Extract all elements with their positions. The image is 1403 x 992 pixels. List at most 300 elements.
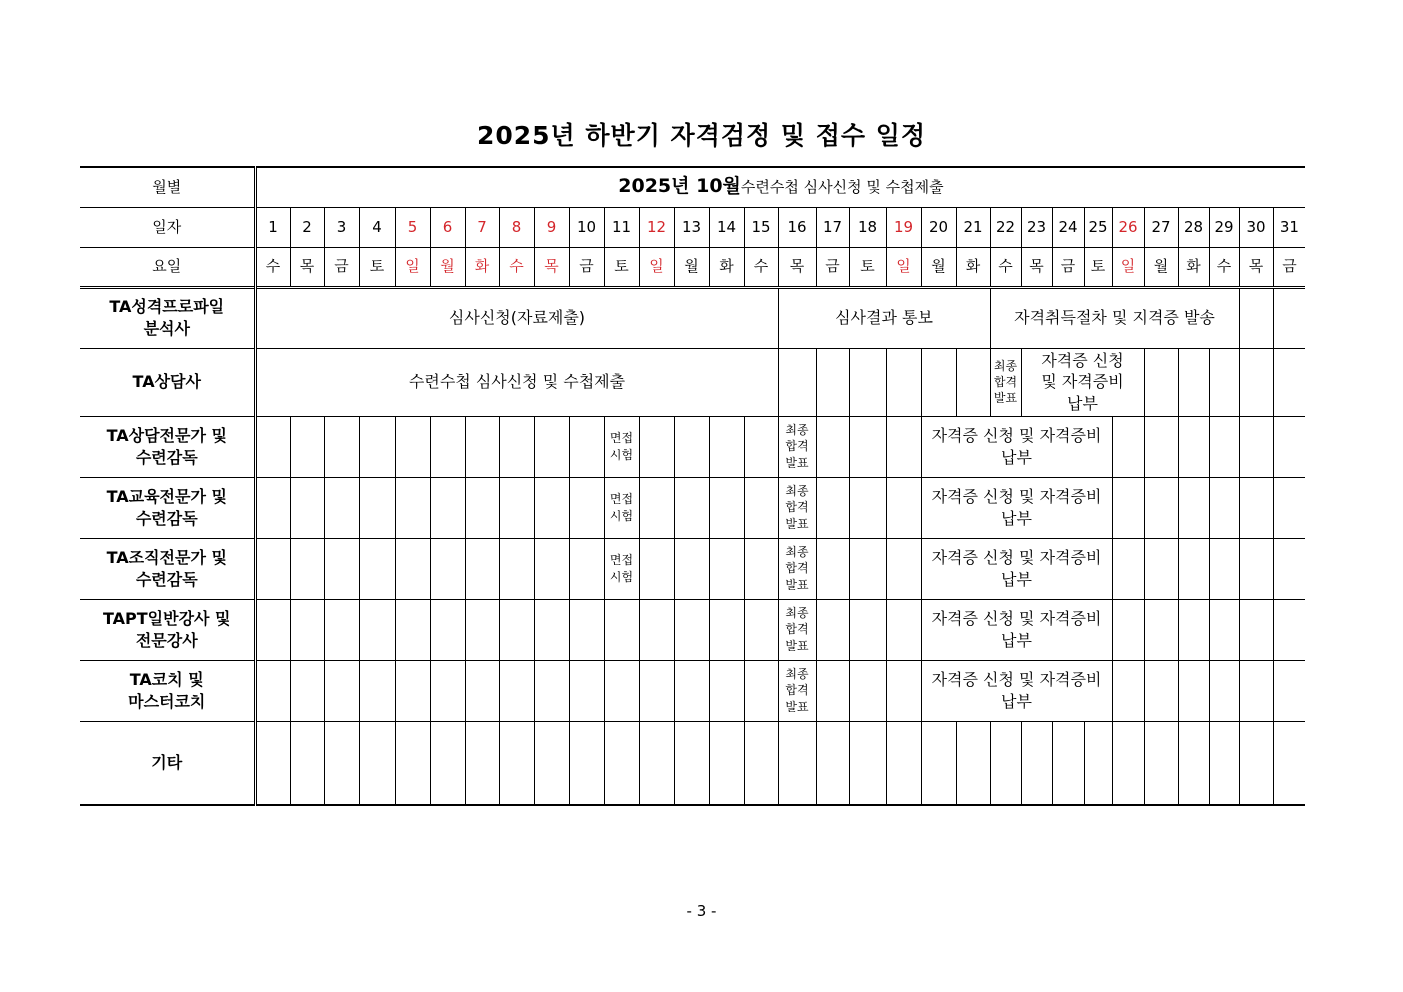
weekday: 화: [465, 247, 499, 287]
final-text: 최종: [785, 423, 809, 438]
row-label-line: TAPT일반강사 및: [102, 608, 231, 628]
empty-cell: [1209, 477, 1239, 538]
empty-cell: [816, 660, 849, 721]
empty-cell: [324, 477, 359, 538]
empty-cell: [499, 416, 534, 477]
final-text: 합격: [785, 500, 809, 515]
empty-cell: [534, 660, 569, 721]
empty-cell: [569, 538, 604, 599]
empty-cell: [569, 599, 604, 660]
day-number: 15: [744, 207, 778, 247]
weekday: 수: [1209, 247, 1239, 287]
final-text: 발표: [785, 699, 809, 714]
empty-cell: [886, 538, 921, 599]
certificate-application: [1021, 348, 1144, 416]
month-row: [80, 167, 1305, 207]
final-text: 최종: [785, 545, 809, 560]
final-announcement: [778, 477, 816, 538]
empty-cell: [816, 721, 849, 805]
empty-cell: [1178, 416, 1209, 477]
empty-cell: [1209, 660, 1239, 721]
row-label: [80, 660, 255, 721]
empty-cell: [534, 416, 569, 477]
empty-cell: [1021, 721, 1052, 805]
row-label-line: 수련감독: [135, 508, 198, 528]
interview-text: 면접: [609, 492, 634, 507]
row-label-line: TA상담전문가 및: [106, 425, 227, 445]
row-label: [80, 599, 255, 660]
day-number: 20: [921, 207, 956, 247]
empty-cell: [674, 599, 709, 660]
empty-cell: [778, 348, 816, 416]
row-label-line: 마스터코치: [128, 691, 206, 711]
empty-cell: [886, 477, 921, 538]
row-org-expert: [80, 538, 1305, 599]
empty-cell: [849, 599, 886, 660]
empty-cell: [674, 538, 709, 599]
empty-cell: [639, 477, 674, 538]
empty-cell: [849, 721, 886, 805]
final-text: 최종: [785, 606, 809, 621]
empty-cell: [534, 477, 569, 538]
empty-cell: [1239, 477, 1273, 538]
empty-cell: [255, 538, 290, 599]
empty-cell: [886, 660, 921, 721]
empty-cell: [569, 660, 604, 721]
empty-cell: [1239, 416, 1273, 477]
empty-cell: [1239, 348, 1273, 416]
empty-cell: [1239, 538, 1273, 599]
day-number: 8: [499, 207, 534, 247]
month-header: [255, 167, 1305, 207]
empty-cell: [359, 477, 395, 538]
weekday: 일: [395, 247, 430, 287]
empty-cell: [359, 538, 395, 599]
day-number: 18: [849, 207, 886, 247]
empty-cell: [1144, 477, 1178, 538]
empty-cell: [816, 348, 849, 416]
cert-text: 납부: [1001, 630, 1032, 650]
empty-cell: [604, 599, 639, 660]
empty-cell: [290, 721, 324, 805]
weekday: 수: [255, 247, 290, 287]
weekday: 토: [359, 247, 395, 287]
empty-cell: [499, 660, 534, 721]
weekday: 수: [744, 247, 778, 287]
final-text: 최종: [993, 358, 1018, 373]
empty-cell: [744, 538, 778, 599]
row-counselor: [80, 348, 1305, 416]
day-number: 24: [1052, 207, 1084, 247]
empty-cell: [569, 477, 604, 538]
month-note: 수련수첩 심사신청 및 수첩제출: [740, 178, 944, 197]
empty-cell: [1144, 599, 1178, 660]
empty-cell: [255, 416, 290, 477]
cert-text: 납부: [1067, 393, 1098, 413]
empty-cell: [639, 599, 674, 660]
empty-cell: [324, 538, 359, 599]
empty-cell: [290, 599, 324, 660]
empty-cell: [956, 348, 990, 416]
empty-cell: [465, 721, 499, 805]
row-tapt: [80, 599, 1305, 660]
empty-cell: [886, 599, 921, 660]
day-number: 1: [255, 207, 290, 247]
empty-cell: [1273, 287, 1305, 348]
row-other: [80, 721, 1305, 805]
interview-text: 시험: [609, 569, 634, 584]
empty-cell: [921, 348, 956, 416]
day-number: 31: [1273, 207, 1305, 247]
day-number: 10: [569, 207, 604, 247]
final-text: 합격: [785, 439, 809, 454]
weekday: 금: [816, 247, 849, 287]
empty-cell: [1273, 599, 1305, 660]
empty-cell: [395, 416, 430, 477]
empty-cell: [639, 660, 674, 721]
empty-cell: [395, 721, 430, 805]
empty-cell: [639, 416, 674, 477]
final-text: 최종: [785, 667, 809, 682]
day-row: [80, 207, 1305, 247]
empty-cell: [255, 721, 290, 805]
day-label: 일자: [80, 207, 255, 247]
weekday: 화: [709, 247, 744, 287]
final-text: 발표: [785, 577, 809, 592]
empty-cell: [430, 599, 465, 660]
day-number: 11: [604, 207, 639, 247]
weekday: 월: [1144, 247, 1178, 287]
day-number: 6: [430, 207, 465, 247]
empty-cell: [1144, 416, 1178, 477]
empty-cell: [744, 599, 778, 660]
empty-cell: [709, 416, 744, 477]
empty-cell: [569, 721, 604, 805]
empty-cell: [886, 348, 921, 416]
empty-cell: [1112, 477, 1144, 538]
span-review-application: 심사신청(자료제출): [255, 287, 778, 348]
cert-text: 자격증 신청 및 자격증비: [931, 547, 1102, 567]
day-number: 9: [534, 207, 569, 247]
certificate-application: [921, 477, 1112, 538]
empty-cell: [956, 721, 990, 805]
final-announcement: [778, 538, 816, 599]
empty-cell: [921, 721, 956, 805]
day-number: 5: [395, 207, 430, 247]
cert-text: 납부: [1001, 569, 1032, 589]
row-label-line: 분석사: [143, 319, 190, 338]
empty-cell: [604, 721, 639, 805]
weekday: 토: [849, 247, 886, 287]
day-number: 21: [956, 207, 990, 247]
row-label-other: 기타: [80, 721, 255, 805]
empty-cell: [499, 477, 534, 538]
cert-text: 및 자격증비: [1041, 372, 1124, 392]
weekday: 화: [956, 247, 990, 287]
row-profile: [80, 287, 1305, 348]
empty-cell: [1239, 599, 1273, 660]
empty-cell: [359, 416, 395, 477]
empty-cell: [430, 477, 465, 538]
empty-cell: [359, 721, 395, 805]
schedule-table: [80, 166, 1305, 806]
day-number: 12: [639, 207, 674, 247]
empty-cell: [1112, 416, 1144, 477]
row-coach: [80, 660, 1305, 721]
empty-cell: [1144, 538, 1178, 599]
empty-cell: [674, 416, 709, 477]
empty-cell: [1178, 721, 1209, 805]
day-number: 27: [1144, 207, 1178, 247]
day-number: 17: [816, 207, 849, 247]
row-label-line: TA교육전문가 및: [106, 486, 227, 506]
cert-text: 자격증 신청 및 자격증비: [931, 425, 1102, 445]
empty-cell: [1209, 348, 1239, 416]
empty-cell: [709, 660, 744, 721]
empty-cell: [499, 599, 534, 660]
empty-cell: [395, 538, 430, 599]
certificate-application: [921, 416, 1112, 477]
empty-cell: [744, 477, 778, 538]
weekday: 수: [499, 247, 534, 287]
weekday-row: [80, 247, 1305, 287]
empty-cell: [1112, 599, 1144, 660]
empty-cell: [255, 599, 290, 660]
empty-cell: [395, 660, 430, 721]
cert-text: 자격증 신청 및 자격증비: [931, 486, 1102, 506]
weekday: 금: [324, 247, 359, 287]
final-text: 합격: [993, 374, 1018, 389]
empty-cell: [849, 477, 886, 538]
day-number: 4: [359, 207, 395, 247]
empty-cell: [1052, 721, 1084, 805]
weekday: 목: [1021, 247, 1052, 287]
day-number: 7: [465, 207, 499, 247]
empty-cell: [1112, 660, 1144, 721]
empty-cell: [324, 416, 359, 477]
empty-cell: [255, 477, 290, 538]
empty-cell: [1112, 538, 1144, 599]
empty-cell: [430, 721, 465, 805]
weekday: 토: [1084, 247, 1112, 287]
empty-cell: [886, 721, 921, 805]
weekday: 목: [534, 247, 569, 287]
empty-cell: [709, 538, 744, 599]
empty-cell: [1273, 348, 1305, 416]
weekday: 월: [674, 247, 709, 287]
weekday: 금: [1052, 247, 1084, 287]
page-number: - 3 -: [686, 902, 717, 920]
empty-cell: [430, 416, 465, 477]
empty-cell: [744, 721, 778, 805]
interview-text: 면접: [609, 553, 634, 568]
empty-cell: [744, 416, 778, 477]
span-certificate-issue: 자격취득절차 및 지격증 발송: [990, 287, 1239, 348]
weekday: 금: [569, 247, 604, 287]
empty-cell: [465, 416, 499, 477]
month-title: 2025년 10월: [618, 175, 741, 198]
empty-cell: [1239, 721, 1273, 805]
empty-cell: [1144, 660, 1178, 721]
row-label-line: 전문강사: [135, 630, 198, 650]
row-label-profile: [80, 287, 255, 348]
weekday: 목: [778, 247, 816, 287]
final-text: 최종: [785, 484, 809, 499]
day-number: 22: [990, 207, 1021, 247]
empty-cell: [324, 721, 359, 805]
empty-cell: [1273, 721, 1305, 805]
row-label: [80, 477, 255, 538]
empty-cell: [639, 721, 674, 805]
weekday: 금: [1273, 247, 1305, 287]
interview-exam: [604, 416, 639, 477]
row-label-line: TA성격프로파일: [109, 297, 225, 317]
empty-cell: [778, 721, 816, 805]
empty-cell: [534, 538, 569, 599]
row-education-expert: [80, 477, 1305, 538]
empty-cell: [1178, 538, 1209, 599]
empty-cell: [290, 477, 324, 538]
certificate-application: [921, 599, 1112, 660]
row-counseling-expert: [80, 416, 1305, 477]
empty-cell: [1178, 599, 1209, 660]
interview-exam: [604, 538, 639, 599]
empty-cell: [1209, 721, 1239, 805]
empty-cell: [849, 348, 886, 416]
cert-text: 납부: [1001, 508, 1032, 528]
final-announcement: [778, 416, 816, 477]
empty-cell: [744, 660, 778, 721]
interview-text: 면접: [609, 431, 634, 446]
final-text: 발표: [785, 516, 809, 531]
span-review-result: 심사결과 통보: [778, 287, 990, 348]
day-number: 30: [1239, 207, 1273, 247]
interview-text: 시험: [609, 447, 634, 462]
weekday-label: 요일: [80, 247, 255, 287]
weekday: 수: [990, 247, 1021, 287]
final-text: 합격: [785, 683, 809, 698]
weekday: 월: [921, 247, 956, 287]
empty-cell: [1273, 538, 1305, 599]
empty-cell: [849, 660, 886, 721]
empty-cell: [569, 416, 604, 477]
empty-cell: [430, 538, 465, 599]
empty-cell: [604, 660, 639, 721]
empty-cell: [674, 477, 709, 538]
final-announcement: [778, 660, 816, 721]
day-number: 25: [1084, 207, 1112, 247]
day-number: 19: [886, 207, 921, 247]
day-number: 23: [1021, 207, 1052, 247]
empty-cell: [534, 721, 569, 805]
day-number: 26: [1112, 207, 1144, 247]
interview-exam: [604, 477, 639, 538]
empty-cell: [430, 660, 465, 721]
cert-text: 자격증 신청: [1041, 350, 1124, 370]
empty-cell: [816, 538, 849, 599]
cert-text: 납부: [1001, 691, 1032, 711]
empty-cell: [1178, 348, 1209, 416]
certificate-application: [921, 660, 1112, 721]
empty-cell: [465, 538, 499, 599]
empty-cell: [1084, 721, 1112, 805]
empty-cell: [709, 477, 744, 538]
empty-cell: [1178, 660, 1209, 721]
empty-cell: [499, 538, 534, 599]
final-text: 발표: [993, 391, 1018, 406]
empty-cell: [1178, 477, 1209, 538]
empty-cell: [1239, 287, 1273, 348]
day-number: 14: [709, 207, 744, 247]
empty-cell: [359, 660, 395, 721]
empty-cell: [849, 538, 886, 599]
empty-cell: [990, 721, 1021, 805]
final-announcement: [990, 348, 1021, 416]
day-number: 16: [778, 207, 816, 247]
empty-cell: [1209, 416, 1239, 477]
empty-cell: [499, 721, 534, 805]
empty-cell: [709, 599, 744, 660]
final-text: 발표: [785, 638, 809, 653]
weekday: 월: [430, 247, 465, 287]
final-announcement: [778, 599, 816, 660]
day-number: 3: [324, 207, 359, 247]
final-text: 합격: [785, 622, 809, 637]
day-number: 28: [1178, 207, 1209, 247]
empty-cell: [816, 477, 849, 538]
cert-text: 자격증 신청 및 자격증비: [931, 669, 1102, 689]
empty-cell: [255, 660, 290, 721]
empty-cell: [849, 416, 886, 477]
weekday: 일: [1112, 247, 1144, 287]
page-title: 2025년 하반기 자격검정 및 접수 일정: [476, 121, 927, 150]
span-notebook-submission: 수련수첩 심사신청 및 수첩제출: [255, 348, 778, 416]
empty-cell: [290, 538, 324, 599]
empty-cell: [1144, 721, 1178, 805]
empty-cell: [674, 660, 709, 721]
empty-cell: [465, 599, 499, 660]
day-number: 29: [1209, 207, 1239, 247]
cert-text: 자격증 신청 및 자격증비: [931, 608, 1102, 628]
empty-cell: [1273, 660, 1305, 721]
weekday: 목: [290, 247, 324, 287]
empty-cell: [674, 721, 709, 805]
empty-cell: [395, 477, 430, 538]
empty-cell: [324, 599, 359, 660]
empty-cell: [1239, 660, 1273, 721]
empty-cell: [1112, 721, 1144, 805]
weekday: 토: [604, 247, 639, 287]
row-label: [80, 416, 255, 477]
empty-cell: [1209, 599, 1239, 660]
cert-text: 납부: [1001, 447, 1032, 467]
weekday: 목: [1239, 247, 1273, 287]
day-number: 2: [290, 207, 324, 247]
weekday: 일: [886, 247, 921, 287]
empty-cell: [395, 599, 430, 660]
row-label-line: TA코치 및: [129, 669, 204, 689]
final-text: 발표: [785, 455, 809, 470]
row-label-line: 수련감독: [135, 569, 198, 589]
empty-cell: [709, 721, 744, 805]
empty-cell: [816, 599, 849, 660]
row-label-line: TA조직전문가 및: [106, 547, 227, 567]
empty-cell: [359, 599, 395, 660]
final-text: 합격: [785, 561, 809, 576]
empty-cell: [1273, 477, 1305, 538]
empty-cell: [465, 477, 499, 538]
empty-cell: [534, 599, 569, 660]
